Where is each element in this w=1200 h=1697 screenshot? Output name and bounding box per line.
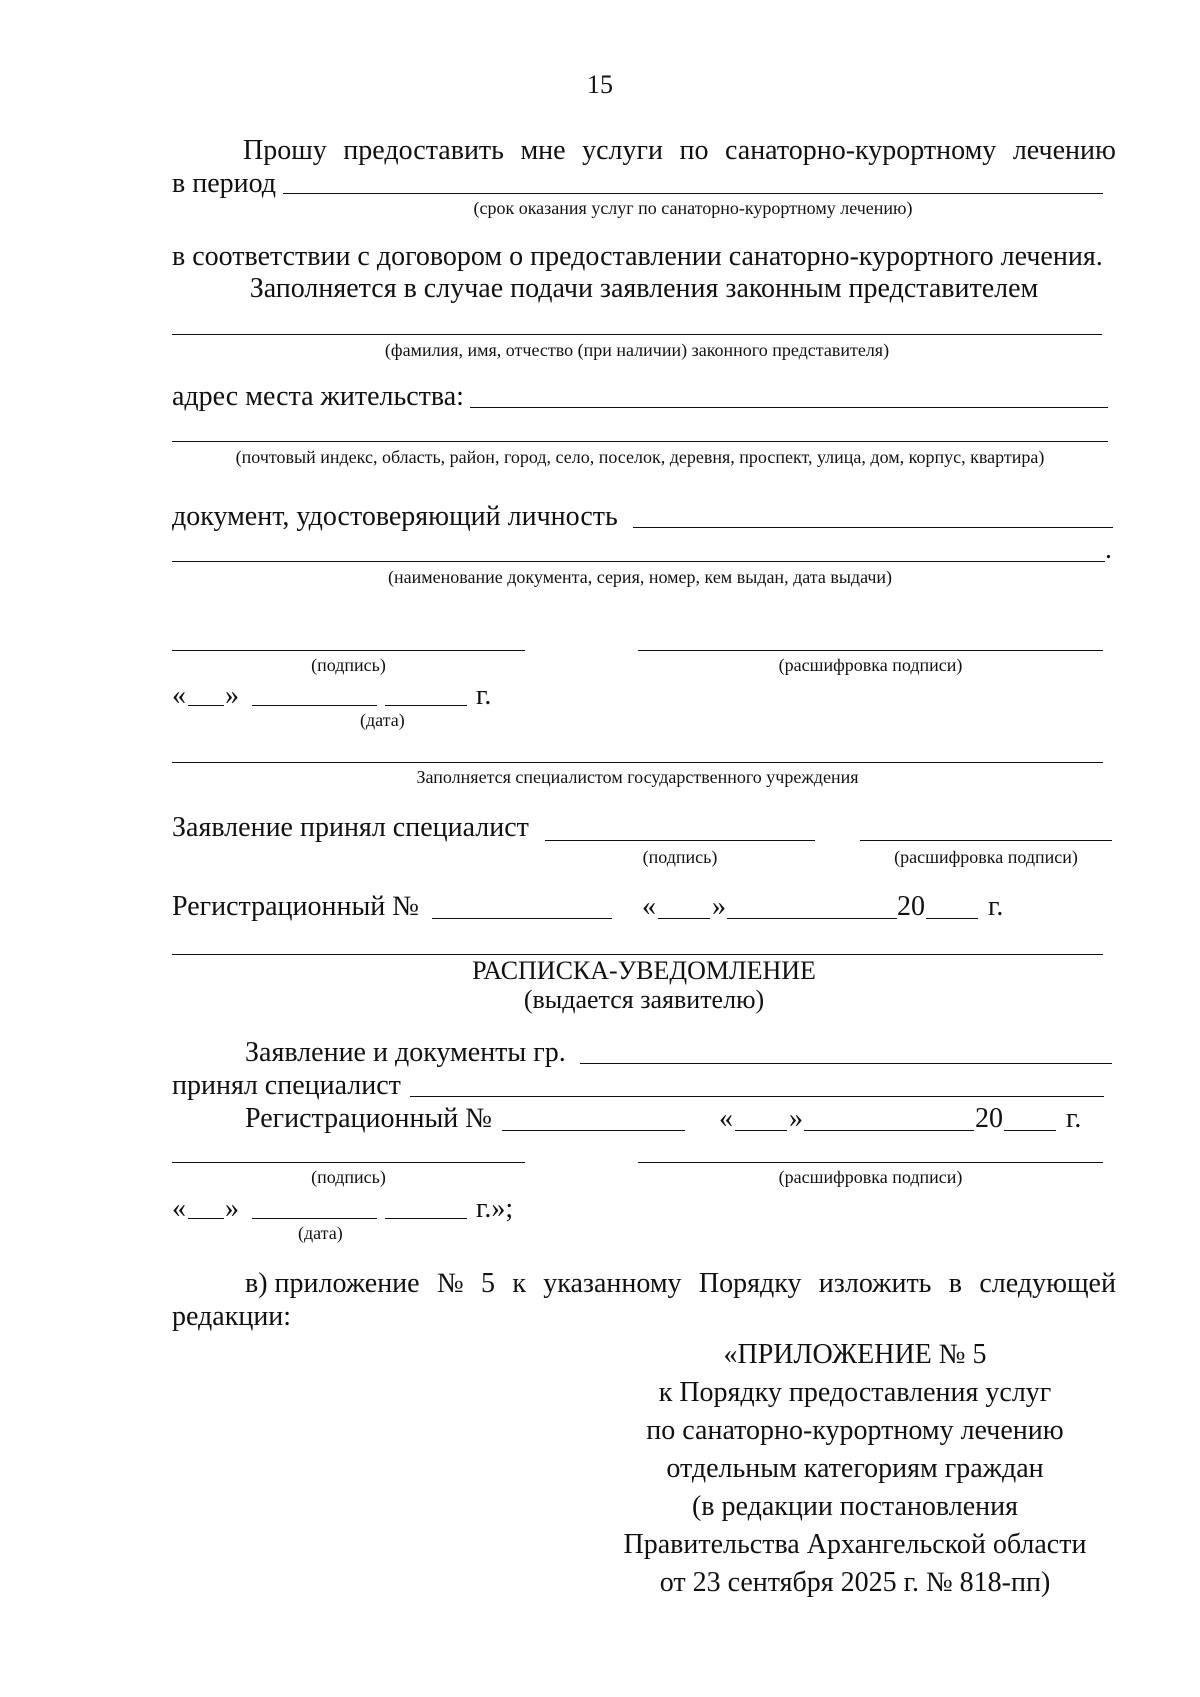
specialist-year-field[interactable]: [926, 918, 978, 919]
appendix-title: «ПРИЛОЖЕНИЕ № 5: [723, 1339, 987, 1370]
appendix-line: к Порядку предоставления услуг: [658, 1377, 1052, 1408]
representative-heading: Заполняется в случае подачи заявления законным представителем: [249, 273, 1039, 304]
amendment-word: изложить: [818, 1268, 932, 1299]
representative-signature-field[interactable]: [172, 650, 525, 651]
specialist-decoding-field[interactable]: [860, 840, 1112, 841]
specialist-signature-field[interactable]: [545, 840, 815, 841]
request-word: предоставить: [343, 135, 504, 166]
specialist-date-close: »: [712, 891, 726, 922]
specialist-date-open: «: [642, 891, 656, 922]
request-word: услуги: [582, 135, 663, 166]
date-open-quote: «: [172, 680, 186, 711]
appendix-header: [610, 1336, 1100, 1602]
representative-name-caption: (фамилия, имя, отчество (при наличии) законного представителя): [384, 340, 890, 360]
specialist-reg-label: Регистрационный №: [172, 891, 419, 922]
receipt-specialist-field[interactable]: [410, 1096, 1104, 1097]
receipt-date-day-field[interactable]: [735, 1130, 787, 1131]
amendment-word: к: [512, 1268, 526, 1299]
id-document-field-1[interactable]: [633, 527, 1113, 528]
receipt-date-close-2: »: [225, 1193, 239, 1224]
date-year-field[interactable]: [385, 705, 467, 706]
id-document-field-2[interactable]: [172, 561, 1105, 562]
id-document-period: .: [1105, 534, 1112, 565]
receipt-year-field[interactable]: [1004, 1130, 1056, 1131]
date-month-field[interactable]: [252, 705, 377, 706]
receipt-date-month-field[interactable]: [804, 1130, 974, 1131]
section-divider: [172, 762, 1103, 763]
specialist-reg-number-field[interactable]: [432, 918, 612, 919]
amendment-word: указанному: [543, 1268, 682, 1299]
address-field-2[interactable]: [172, 441, 1108, 442]
receipt-year-suffix: г.: [1066, 1103, 1082, 1134]
amendment-word: 5: [481, 1268, 495, 1299]
receipt-date-day-field-2[interactable]: [188, 1218, 224, 1219]
address-field-1[interactable]: [470, 407, 1108, 408]
id-document-caption: (наименование документа, серия, номер, кем выдан, дата выдачи): [387, 567, 893, 587]
address-caption: (почтовый индекс, область, район, город, село, поселок, деревня, проспект, улица, дом, корпус, квартира): [235, 447, 1045, 467]
receipt-docs-label: Заявление и документы гр.: [245, 1037, 566, 1068]
period-field[interactable]: [283, 193, 1103, 194]
amendment-word: Порядку: [698, 1268, 802, 1299]
amendment-word: в: [948, 1268, 963, 1299]
receipt-date-open: «: [719, 1103, 733, 1134]
period-label: в период: [172, 168, 277, 199]
request-word: санаторно-курортному: [725, 135, 997, 166]
receipt-citizen-field[interactable]: [580, 1063, 1112, 1064]
representative-name-field[interactable]: [172, 334, 1102, 335]
specialist-year-prefix: 20: [897, 891, 925, 922]
amendment-word: следующей: [979, 1268, 1116, 1299]
receipt-accepted-label: принял специалист: [172, 1070, 401, 1101]
request-word: лечению: [1012, 135, 1116, 166]
request-word: мне: [520, 135, 566, 166]
page-number: 15: [587, 70, 613, 99]
receipt-reg-number-field[interactable]: [502, 1130, 685, 1131]
receipt-title: РАСПИСКА-УВЕДОМЛЕНИЕ: [472, 956, 816, 985]
period-caption: (срок оказания услуг по санаторно-курортному лечению): [473, 198, 913, 218]
specialist-date-month-field[interactable]: [727, 918, 897, 919]
amendment-word: в) приложение: [245, 1268, 420, 1299]
representative-signature-caption: (подпись): [311, 655, 386, 675]
appendix-line: по санаторно-курортному лечению: [646, 1415, 1064, 1446]
receipt-date-caption: (дата): [298, 1223, 343, 1243]
representative-decoding-caption: (расшифровка подписи): [778, 655, 963, 675]
request-line-1: [243, 135, 1116, 167]
specialist-date-day-field[interactable]: [658, 918, 710, 919]
amendment-word: №: [436, 1268, 464, 1299]
date-caption: (дата): [360, 710, 405, 730]
amendment-line-2: редакции:: [172, 1301, 292, 1332]
contract-line: в соответствии с договором о предоставлении санаторно-курортного лечения.: [172, 241, 1103, 272]
specialist-accepted-label: Заявление принял специалист: [172, 812, 529, 843]
appendix-line: отдельным категориям граждан: [666, 1453, 1044, 1484]
section-divider: [172, 954, 1103, 955]
specialist-year-suffix: г.: [988, 891, 1004, 922]
receipt-year-suffix-2: г.»;: [476, 1193, 514, 1224]
receipt-date-open-2: «: [172, 1193, 186, 1224]
receipt-signature-field[interactable]: [172, 1162, 525, 1163]
receipt-date-month-field-2[interactable]: [252, 1218, 377, 1219]
receipt-signature-caption: (подпись): [311, 1167, 386, 1187]
receipt-date-close: »: [789, 1103, 803, 1134]
date-day-field[interactable]: [188, 705, 224, 706]
representative-decoding-field[interactable]: [638, 650, 1103, 651]
address-label: адрес места жительства:: [172, 381, 464, 412]
appendix-line: от 23 сентября 2025 г. № 818-пп): [659, 1567, 1051, 1598]
specialist-heading: Заполняется специалистом государственного учреждения: [416, 767, 859, 787]
appendix-line: (в редакции постановления: [691, 1491, 1019, 1522]
receipt-reg-label: Регистрационный №: [245, 1103, 492, 1134]
specialist-decoding-caption: (расшифровка подписи): [894, 847, 1078, 867]
date-close-quote: »: [225, 680, 239, 711]
request-word: Прошу: [243, 135, 327, 166]
receipt-decoding-field[interactable]: [638, 1162, 1103, 1163]
appendix-line: Правительства Архангельской области: [623, 1529, 1087, 1560]
id-document-label: документ, удостоверяющий личность: [172, 501, 618, 532]
receipt-year-prefix: 20: [975, 1103, 1003, 1134]
amendment-line-1: [245, 1268, 1116, 1300]
request-word: по: [679, 135, 709, 166]
receipt-date-year-field-2[interactable]: [385, 1218, 467, 1219]
receipt-subtitle: (выдается заявителю): [523, 985, 765, 1014]
specialist-signature-caption: (подпись): [642, 847, 718, 867]
receipt-decoding-caption: (расшифровка подписи): [778, 1167, 963, 1187]
date-year-suffix: г.: [476, 680, 492, 711]
